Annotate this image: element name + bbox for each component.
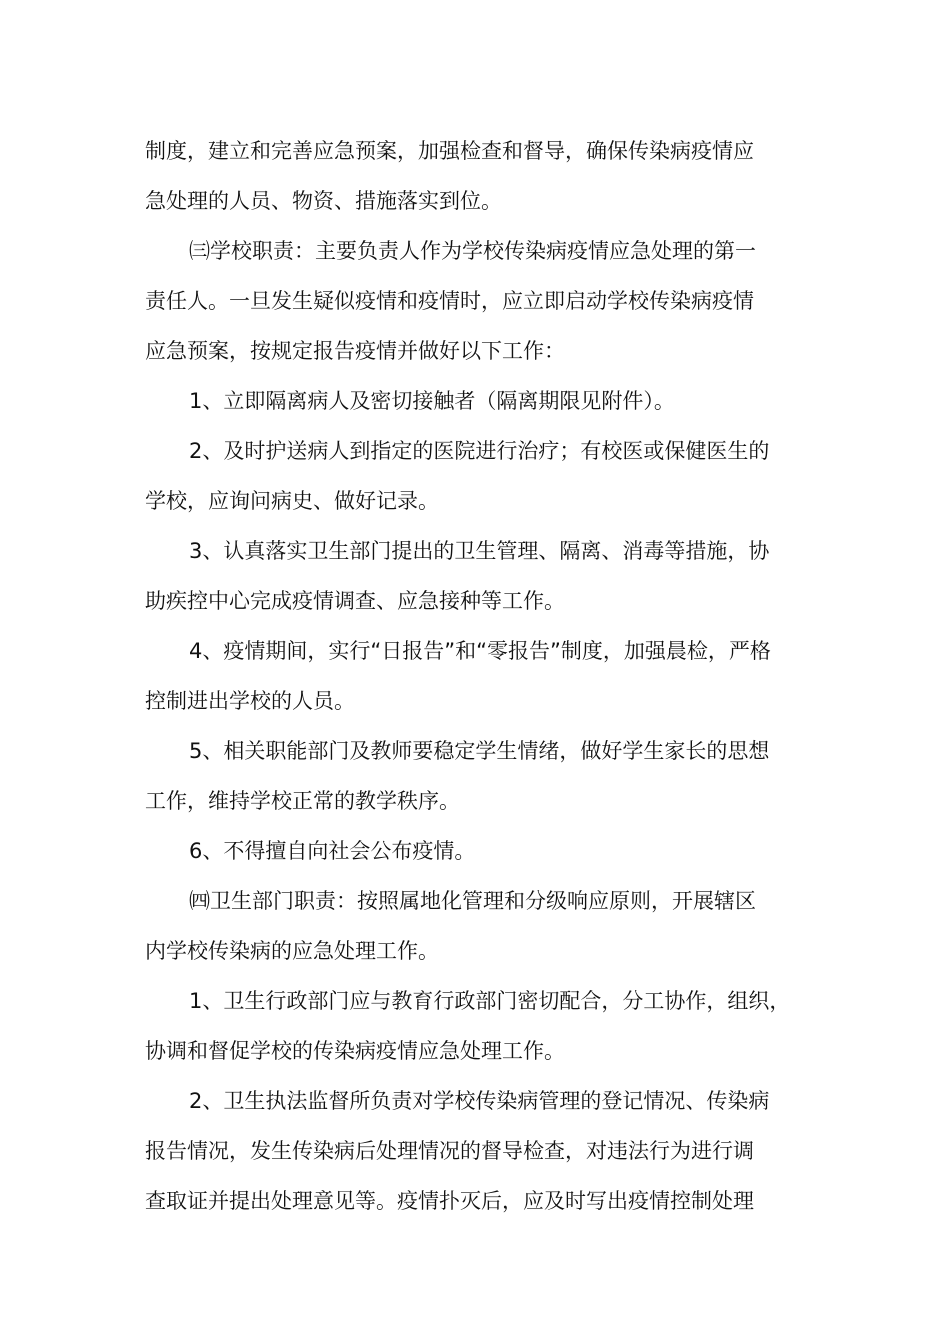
paragraph-3 [145,376,825,426]
text-line: 工作，维持学校正常的教学秩序。 [145,789,460,813]
text-line: 应急预案，按规定报告疫情并做好以下工作： [145,339,565,363]
text-line: 助疾控中心完成疫情调查、应急接种等工作。 [145,589,565,613]
paragraph-5 [145,526,825,626]
text-line: 6、不得擅自向社会公布疫情。 [189,839,476,863]
text-line: 协调和督促学校的传染病疫情应急处理工作。 [145,1039,565,1063]
text-line: ㈣卫生部门职责：按照属地化管理和分级响应原则，开展辖区 [189,889,756,913]
document-body [145,126,825,1226]
paragraph-10 [145,976,825,1076]
paragraph-2 [145,226,825,376]
text-line: 学校，应询问病史、做好记录。 [145,489,439,513]
text-line: ㈢学校职责：主要负责人作为学校传染病疫情应急处理的第一 [189,239,756,263]
text-line: 急处理的人员、物资、措施落实到位。 [145,189,502,213]
text-line: 控制进出学校的人员。 [145,689,355,713]
paragraph-1 [145,126,825,226]
text-line: 查取证并提出处理意见等。疫情扑灭后，应及时写出疫情控制处理 [145,1189,754,1213]
text-line: 制度，建立和完善应急预案，加强检查和督导，确保传染病疫情应 [145,139,754,163]
text-line: 5、相关职能部门及教师要稳定学生情绪，做好学生家长的思想 [189,739,770,763]
paragraph-9 [145,876,825,976]
text-line: 1、立即隔离病人及密切接触者（隔离期限见附件）。 [189,389,675,413]
paragraph-4 [145,426,825,526]
text-line: 2、卫生执法监督所负责对学校传染病管理的登记情况、传染病 [189,1089,770,1113]
paragraph-6 [145,626,825,726]
text-line: 责任人。一旦发生疑似疫情和疫情时，应立即启动学校传染病疫情 [145,289,754,313]
paragraph-8 [145,826,825,876]
text-line: 4、疫情期间，实行“日报告”和“零报告”制度，加强晨检，严格 [189,639,771,663]
text-line: 报告情况，发生传染病后处理情况的督导检查，对违法行为进行调 [145,1139,754,1163]
text-line: 内学校传染病的应急处理工作。 [145,939,439,963]
text-line: 2、及时护送病人到指定的医院进行治疗；有校医或保健医生的 [189,439,770,463]
paragraph-11 [145,1076,825,1226]
paragraph-7 [145,726,825,826]
text-line: 3、认真落实卫生部门提出的卫生管理、隔离、消毒等措施，协 [189,539,770,563]
text-line: 1、卫生行政部门应与教育行政部门密切配合，分工协作，组织， [189,989,791,1013]
